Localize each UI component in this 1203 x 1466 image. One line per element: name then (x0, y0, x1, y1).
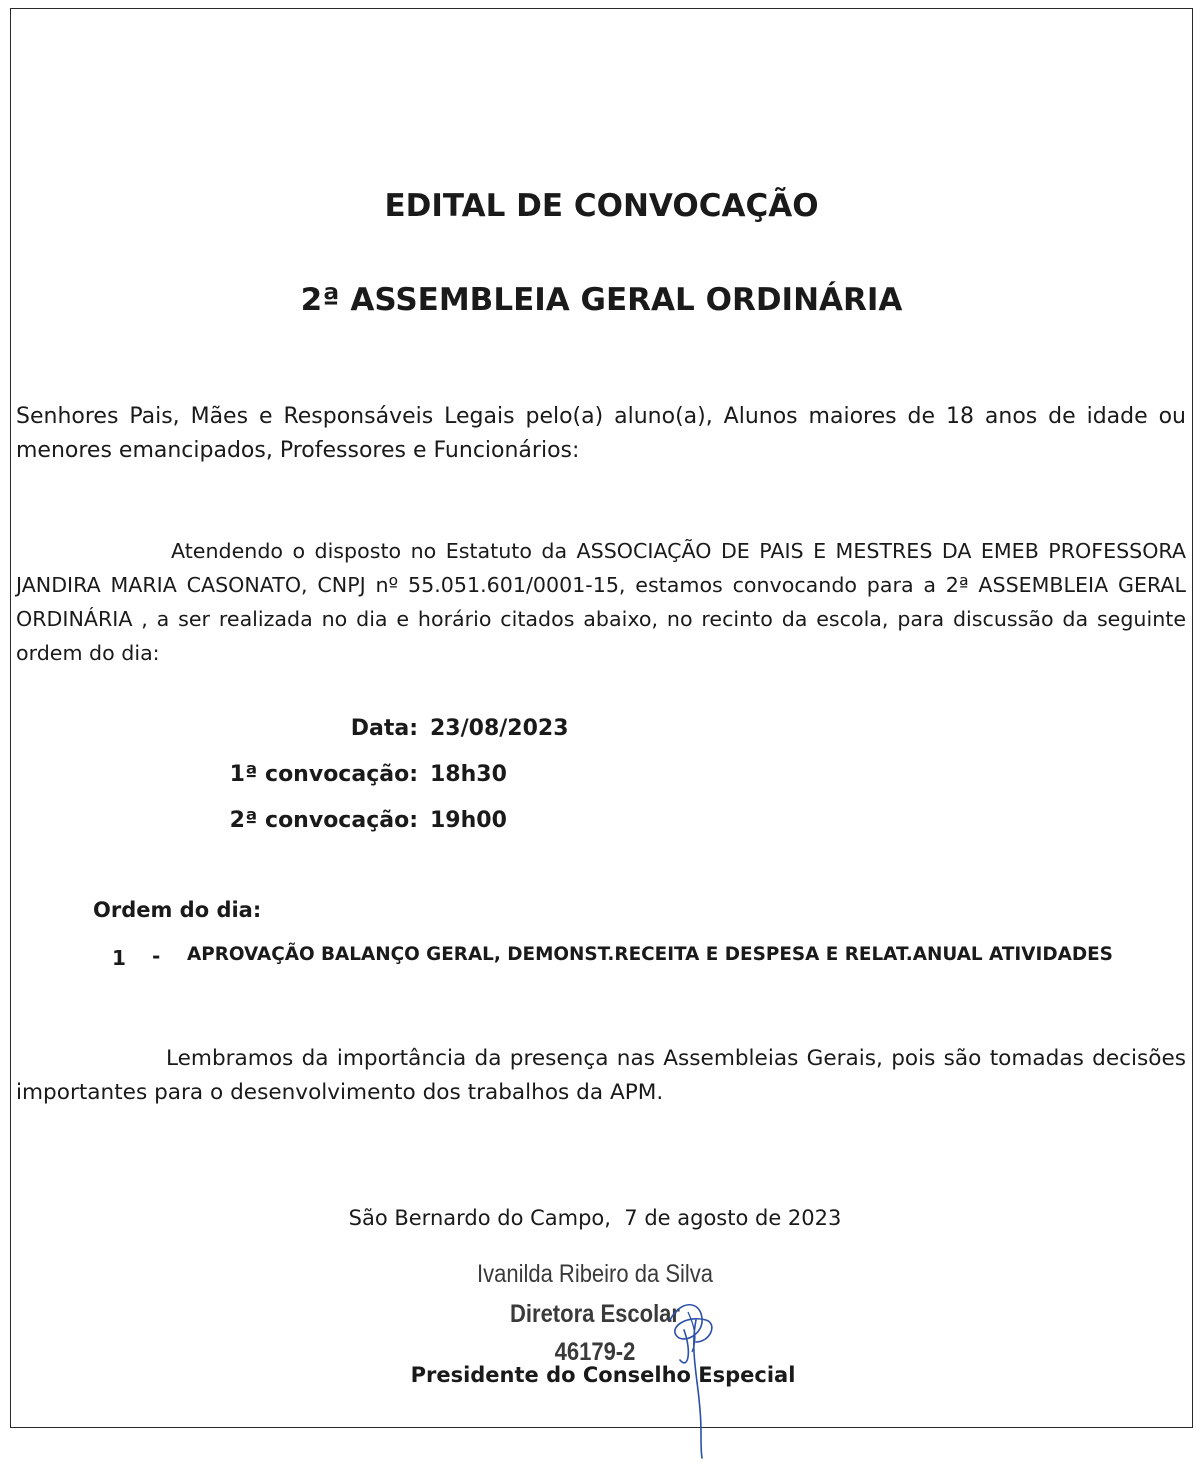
place-and-date: São Bernardo do Campo, 7 de agosto de 2023 (348, 1206, 842, 1230)
agenda-title: Ordem do dia: (93, 898, 262, 922)
stamp-name: Ivanilda Ribeiro da Silva (476, 1260, 714, 1288)
handwritten-signature (640, 1290, 740, 1460)
schedule-label: 1ª convocação: (229, 762, 418, 787)
greeting-paragraph: Senhores Pais, Mães e Responsáveis Legais pelo(a) aluno(a), Alunos maiores de 18 anos de idade ou menores emancipados, Professores e Funcionários: (16, 404, 1186, 463)
schedule-value: 23/08/2023 (430, 716, 569, 741)
document-title: EDITAL DE CONVOCAÇÃO (384, 188, 819, 224)
schedule-label: Data: (350, 716, 418, 741)
document-subtitle: 2ª ASSEMBLEIA GERAL ORDINÁRIA (300, 282, 903, 318)
agenda-item-text: APROVAÇÃO BALANÇO GERAL, DEMONST.RECEITA E DESPESA E RELAT.ANUAL ATIVIDADES (187, 944, 1113, 965)
signer-title: Presidente do Conselho Especial (410, 1363, 796, 1387)
agenda-item-separator: - (152, 944, 161, 968)
stamp-registration: 46179-2 (554, 1338, 636, 1366)
schedule-value: 18h30 (430, 762, 507, 787)
schedule-label: 2ª convocação: (229, 808, 418, 833)
closing-paragraph: Lembramos da importância da presença nas Assembleias Gerais, pois são tomadas decisões importantes para o desenvolvimento dos trabalhos da APM. (16, 1046, 1186, 1105)
stamp-role: Diretora Escolar (510, 1300, 680, 1328)
body-paragraph: Atendendo o disposto no Estatuto da ASSOCIAÇÃO DE PAIS E MESTRES DA EMEB PROFESSORA JANDIRA MARIA CASONATO, CNPJ nº 55.051.601/0001-15, estamos convocando para a 2ª ASSEMBLEIA GERAL ORDINÁRIA , a ser realizada no dia e horário citados abaixo, no recinto da escola, para discussão da seguinte ordem do dia: (16, 539, 1186, 665)
agenda-item-number: 1 (112, 946, 126, 970)
schedule-value: 19h00 (430, 808, 507, 833)
